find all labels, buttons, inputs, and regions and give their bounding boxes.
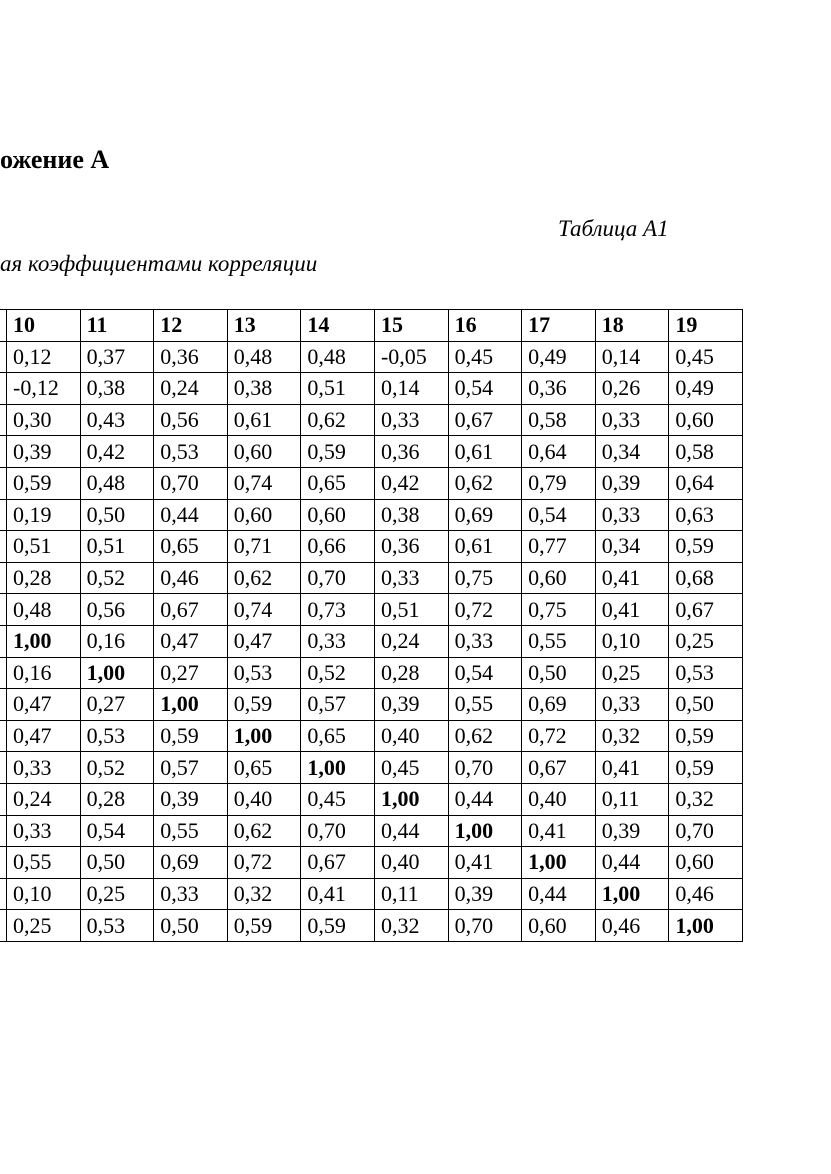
- table-cell: 0,36: [522, 373, 596, 405]
- table-cell: 1,00: [595, 878, 669, 910]
- table-row: [0, 341, 742, 373]
- table-cell: 0,63: [669, 499, 743, 531]
- table-cell: 0,10: [7, 878, 81, 910]
- table-cell: 0,25: [669, 625, 743, 657]
- table-cell: 0,38: [80, 373, 154, 405]
- table-number-label: Таблица А1: [558, 216, 669, 241]
- table-cell: 0,67: [301, 847, 375, 879]
- table-cell: 0,50: [80, 847, 154, 879]
- table-cell: 0,55: [154, 815, 228, 847]
- table-cell: 0,70: [448, 752, 522, 784]
- column-header: 10: [7, 310, 81, 342]
- table-cell: 0,55: [7, 847, 81, 879]
- table-cell: 0,11: [595, 783, 669, 815]
- table-cell: 0,32: [595, 720, 669, 752]
- table-row: [0, 499, 742, 531]
- table-cell: 0,44: [374, 815, 448, 847]
- table-cell: 0,39: [7, 436, 81, 468]
- table-cell: 0,47: [154, 625, 228, 657]
- table-cell: 0,49: [669, 373, 743, 405]
- table-cell: 0,44: [154, 499, 228, 531]
- table-cell: 0,59: [227, 689, 301, 721]
- table-cell: 1,00: [80, 657, 154, 689]
- table-cell: 0,50: [154, 910, 228, 942]
- table-cell: 0,65: [301, 467, 375, 499]
- table-row: [0, 531, 742, 563]
- table-cell: 0,62: [448, 720, 522, 752]
- table-cell: 0,45: [374, 752, 448, 784]
- column-header: 14: [301, 310, 375, 342]
- appendix-heading: ожение А: [0, 145, 110, 174]
- column-header: 19: [669, 310, 743, 342]
- table-cell: 0,41: [595, 562, 669, 594]
- table-cell: 0,61: [448, 436, 522, 468]
- table-cell: 0,59: [301, 436, 375, 468]
- table-cell: 0,53: [80, 720, 154, 752]
- table-cell: 0,33: [7, 815, 81, 847]
- table-cell: 0,64: [669, 467, 743, 499]
- table-cell: 0,32: [669, 783, 743, 815]
- table-cell: 0,53: [669, 657, 743, 689]
- table-cell: 0,70: [301, 562, 375, 594]
- table-cell: 0,49: [522, 341, 596, 373]
- table-cell: 0,34: [595, 531, 669, 563]
- table-cell: 0,64: [522, 436, 596, 468]
- table-cell: 0,41: [595, 752, 669, 784]
- table-cell: 0,37: [80, 341, 154, 373]
- table-cell: 0,57: [154, 752, 228, 784]
- table-cell: 0,32: [227, 878, 301, 910]
- table-cell: 0,42: [80, 436, 154, 468]
- table-row: [0, 783, 742, 815]
- table-cell: 0,34: [595, 436, 669, 468]
- table-row: [0, 594, 742, 626]
- table-cell: 0,36: [374, 436, 448, 468]
- table-cell: 0,74: [227, 467, 301, 499]
- table-cell: 0,42: [374, 467, 448, 499]
- table-caption: ая коэффициентами корреляции: [0, 251, 318, 276]
- table-cell: 1,00: [522, 847, 596, 879]
- table-row: [0, 562, 742, 594]
- table-cell: 0,48: [7, 594, 81, 626]
- table-cell: 0,44: [522, 878, 596, 910]
- column-header: 17: [522, 310, 596, 342]
- table-cell: 0,32: [374, 910, 448, 942]
- table-cell: 0,51: [7, 531, 81, 563]
- table-cell: 0,52: [301, 657, 375, 689]
- table-cell: 0,69: [448, 499, 522, 531]
- table-cell: 1,00: [301, 752, 375, 784]
- table-cell: 0,67: [522, 752, 596, 784]
- table-cell: 0,39: [448, 878, 522, 910]
- table-cell: 0,74: [227, 594, 301, 626]
- table-cell: 0,59: [669, 720, 743, 752]
- table-cell: 0,65: [154, 531, 228, 563]
- table-cell: 0,66: [301, 531, 375, 563]
- table-cell: 0,53: [227, 657, 301, 689]
- table-cell: 0,25: [7, 910, 81, 942]
- table-cell: 0,67: [154, 594, 228, 626]
- table-row: [0, 847, 742, 879]
- table-cell: 0,24: [7, 783, 81, 815]
- table-cell: 0,41: [522, 815, 596, 847]
- table-cell: 0,33: [374, 562, 448, 594]
- table-cell: 0,11: [374, 878, 448, 910]
- table-cell: 0,79: [522, 467, 596, 499]
- table-cell: 0,48: [301, 341, 375, 373]
- table-cell: 0,33: [301, 625, 375, 657]
- table-cell: 0,67: [669, 594, 743, 626]
- table-cell: 0,68: [669, 562, 743, 594]
- table-cell: 0,61: [448, 531, 522, 563]
- table-cell: 0,60: [227, 436, 301, 468]
- table-cell: 1,00: [227, 720, 301, 752]
- correlation-table: [0, 309, 743, 942]
- table-cell: 1,00: [448, 815, 522, 847]
- table-cell: 0,40: [374, 720, 448, 752]
- table-cell: 0,16: [80, 625, 154, 657]
- table-row: [0, 689, 742, 721]
- table-cell: 0,33: [595, 499, 669, 531]
- table-cell: 0,62: [227, 815, 301, 847]
- table-cell: 0,53: [80, 910, 154, 942]
- column-header: 16: [448, 310, 522, 342]
- table-cell: 0,62: [448, 467, 522, 499]
- table-cell: 0,58: [669, 436, 743, 468]
- table-cell: 0,12: [7, 341, 81, 373]
- table-cell: 0,72: [522, 720, 596, 752]
- table-row: [0, 404, 742, 436]
- table-cell: 0,70: [448, 910, 522, 942]
- table-cell: 0,16: [7, 657, 81, 689]
- table-row: [0, 467, 742, 499]
- table-row: [0, 625, 742, 657]
- table-cell: 0,45: [669, 341, 743, 373]
- table-cell: 0,50: [80, 499, 154, 531]
- table-row: [0, 720, 742, 752]
- table-cell: 0,25: [595, 657, 669, 689]
- table-cell: 0,33: [7, 752, 81, 784]
- table-cell: 0,54: [80, 815, 154, 847]
- table-cell: 0,60: [301, 499, 375, 531]
- table-cell: 0,72: [227, 847, 301, 879]
- table-cell: 0,48: [227, 341, 301, 373]
- table-cell: 0,58: [522, 404, 596, 436]
- table-cell: 0,46: [154, 562, 228, 594]
- table-cell: 0,54: [522, 499, 596, 531]
- table-cell: 1,00: [154, 689, 228, 721]
- table-cell: 0,25: [80, 878, 154, 910]
- table-cell: 0,45: [301, 783, 375, 815]
- table-cell: 0,50: [669, 689, 743, 721]
- table-cell: 0,33: [595, 404, 669, 436]
- table-cell: 1,00: [669, 910, 743, 942]
- table-cell: 0,62: [301, 404, 375, 436]
- table-cell: 0,75: [448, 562, 522, 594]
- table-cell: 0,47: [7, 720, 81, 752]
- table-cell: 0,44: [448, 783, 522, 815]
- table-cell: 0,54: [448, 373, 522, 405]
- table-cell: 0,10: [595, 625, 669, 657]
- table-cell: 0,43: [80, 404, 154, 436]
- table-cell: 0,59: [669, 531, 743, 563]
- table-cell: 0,72: [448, 594, 522, 626]
- table-row: [0, 436, 742, 468]
- table-cell: 0,28: [374, 657, 448, 689]
- table-cell: 0,60: [669, 847, 743, 879]
- table-cell: 0,57: [301, 689, 375, 721]
- table-cell: 0,40: [227, 783, 301, 815]
- table-cell: 0,33: [595, 689, 669, 721]
- table-cell: 0,26: [595, 373, 669, 405]
- table-cell: 0,56: [154, 404, 228, 436]
- table-cell: 0,70: [669, 815, 743, 847]
- table-row: [0, 910, 742, 942]
- table-cell: 0,40: [522, 783, 596, 815]
- table-cell: 0,14: [595, 341, 669, 373]
- table-cell: 0,27: [80, 689, 154, 721]
- table-cell: -0,05: [374, 341, 448, 373]
- table-cell: 0,56: [80, 594, 154, 626]
- table-cell: 0,19: [7, 499, 81, 531]
- table-cell: 0,65: [227, 752, 301, 784]
- table-cell: 1,00: [7, 625, 81, 657]
- table-cell: 0,39: [374, 689, 448, 721]
- table-cell: 0,44: [595, 847, 669, 879]
- table-cell: 0,67: [448, 404, 522, 436]
- table-cell: 0,24: [154, 373, 228, 405]
- table-cell: 0,75: [522, 594, 596, 626]
- table-cell: 0,24: [374, 625, 448, 657]
- column-header: 13: [227, 310, 301, 342]
- table-cell: 0,59: [7, 467, 81, 499]
- table-cell: 0,33: [154, 878, 228, 910]
- column-header: 15: [374, 310, 448, 342]
- table-body: [0, 341, 742, 941]
- table-cell: 0,59: [669, 752, 743, 784]
- table-cell: 0,55: [522, 625, 596, 657]
- table-row: [0, 878, 742, 910]
- table-cell: 0,52: [80, 752, 154, 784]
- table-cell: 0,33: [448, 625, 522, 657]
- table-cell: 0,38: [227, 373, 301, 405]
- table-cell: 0,51: [301, 373, 375, 405]
- column-header: 18: [595, 310, 669, 342]
- table-cell: 0,59: [227, 910, 301, 942]
- table-cell: 0,52: [80, 562, 154, 594]
- table-cell: 0,50: [522, 657, 596, 689]
- table-cell: 0,77: [522, 531, 596, 563]
- column-header: 11: [80, 310, 154, 342]
- table-cell: 0,55: [448, 689, 522, 721]
- table-cell: 0,46: [669, 878, 743, 910]
- table-cell: 0,41: [448, 847, 522, 879]
- table-cell: 0,33: [374, 404, 448, 436]
- table-cell: 0,39: [154, 783, 228, 815]
- table-cell: 0,69: [522, 689, 596, 721]
- table-cell: 1,00: [374, 783, 448, 815]
- table-cell: 0,65: [301, 720, 375, 752]
- table-cell: 0,61: [227, 404, 301, 436]
- table-cell: 0,53: [154, 436, 228, 468]
- table-cell: 0,47: [7, 689, 81, 721]
- table-cell: 0,60: [227, 499, 301, 531]
- column-header: 12: [154, 310, 228, 342]
- table-cell: 0,14: [374, 373, 448, 405]
- table-cell: 0,41: [301, 878, 375, 910]
- table-cell: 0,28: [80, 783, 154, 815]
- table-cell: 0,59: [154, 720, 228, 752]
- table-cell: 0,70: [154, 467, 228, 499]
- table-cell: 0,51: [374, 594, 448, 626]
- table-row: [0, 657, 742, 689]
- table-cell: 0,48: [80, 467, 154, 499]
- table-cell: 0,45: [448, 341, 522, 373]
- table-cell: 0,36: [154, 341, 228, 373]
- table-cell: 0,39: [595, 815, 669, 847]
- table-cell: 0,39: [595, 467, 669, 499]
- table-cell: 0,40: [374, 847, 448, 879]
- table-row: [0, 373, 742, 405]
- table-cell: 0,60: [522, 910, 596, 942]
- table-cell: 0,60: [522, 562, 596, 594]
- table-cell: 0,69: [154, 847, 228, 879]
- table-cell: 0,38: [374, 499, 448, 531]
- table-cell: 0,59: [301, 910, 375, 942]
- table-cell: 0,30: [7, 404, 81, 436]
- table-cell: 0,54: [448, 657, 522, 689]
- table-row: [0, 752, 742, 784]
- table-cell: 0,60: [669, 404, 743, 436]
- table-cell: -0,12: [7, 373, 81, 405]
- table-cell: 0,46: [595, 910, 669, 942]
- table-cell: 0,62: [227, 562, 301, 594]
- table-row: [0, 815, 742, 847]
- table-cell: 0,73: [301, 594, 375, 626]
- table-cell: 0,51: [80, 531, 154, 563]
- table-cell: 0,47: [227, 625, 301, 657]
- table-header-row: [0, 310, 742, 342]
- table-cell: 0,28: [7, 562, 81, 594]
- table-cell: 0,70: [301, 815, 375, 847]
- table-cell: 0,36: [374, 531, 448, 563]
- table-cell: 0,27: [154, 657, 228, 689]
- table-cell: 0,71: [227, 531, 301, 563]
- table-cell: 0,41: [595, 594, 669, 626]
